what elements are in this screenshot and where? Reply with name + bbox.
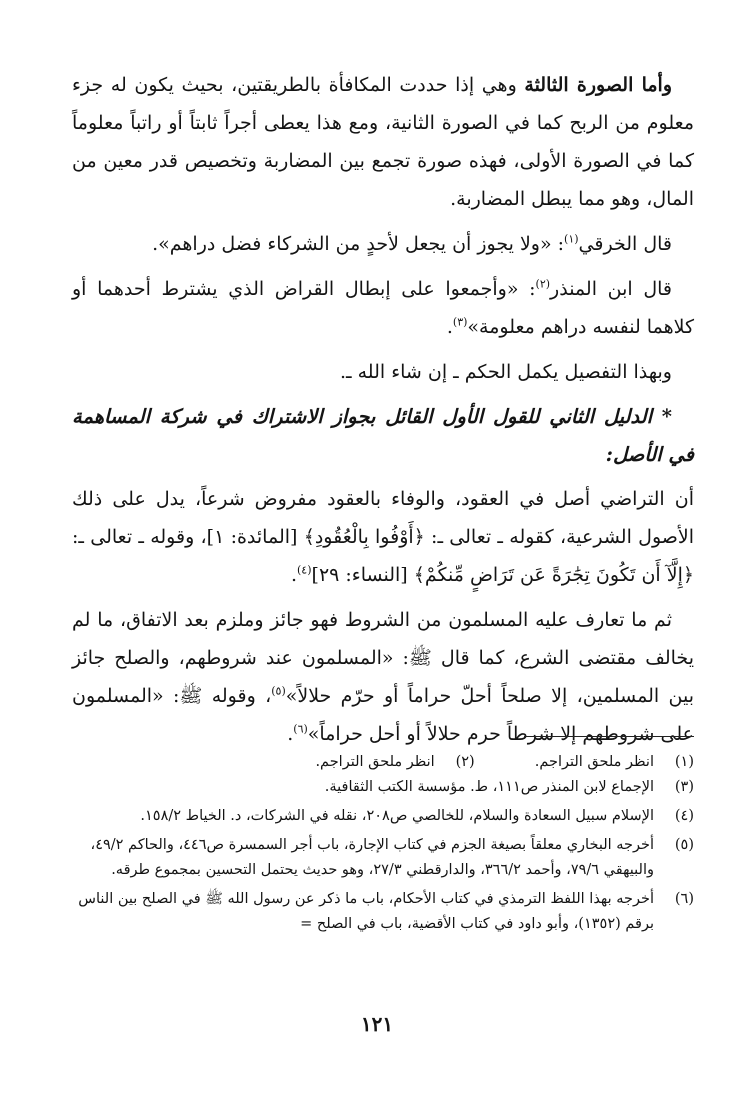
footnote-text: الإسلام سبيل السعادة والسلام، للخالصي ص٢٠٨، نقله في الشركات، د. الخياط ١٥٨/٢. xyxy=(140,808,654,824)
bold-lead: وأما الصورة الثالثة xyxy=(524,74,672,96)
footnote-text: أخرجه البخاري معلقاً بصيغة الجزم في كتاب الإجارة، باب أجر السمسرة ص٤٤٦، والحاكم ٤٩/٢، والبيهقي ٧٩/٦، وأحمد ٣٦٦/٢، والدارقطني ٢٧/٣، وهو حديث يحتمل التحسين بمجموع طرقه. xyxy=(90,837,654,878)
footnote-ref[interactable]: (٣) xyxy=(452,315,468,329)
footnote-2 xyxy=(315,750,474,775)
punctuation: . xyxy=(287,723,294,745)
footnote-6 xyxy=(72,887,694,937)
footnote-number: (٥) xyxy=(674,837,694,853)
paragraph-2 xyxy=(72,225,694,263)
footnote-text: انظر ملحق التراجم. xyxy=(534,754,654,770)
footnote-separator xyxy=(524,736,694,737)
footnote-ref[interactable]: (٦) xyxy=(293,722,308,736)
footnote-number: (٣) xyxy=(674,779,694,795)
footnote-number: (٢) xyxy=(455,754,475,770)
punctuation: . xyxy=(290,564,297,586)
paragraph-4: وبهذا التفصيل يكمل الحكم ـ إن شاء الله ـ. xyxy=(339,361,672,383)
paragraph-1 xyxy=(72,66,694,218)
paragraph-text: وهي إذا حددت المكافأة بالطريقتين، بحيث يكون له جزء معلوم من الربح كما في الصورة الثانية، ومع هذا يعطى أجراً ثابتاً أو راتباً معلوماً كما في الصورة الأولى، فهذه صورة تجمع بين المضاربة وتخصيص قدر معين من المال، وهو مما يبطل المضاربة. xyxy=(72,74,694,210)
paragraph-text: أن التراضي أصل في العقود، والوفاء بالعقود مفروض شرعاً، يدل على ذلك الأصول الشرعية، كقوله ـ تعالى ـ: ﴿أَوْفُوا بِالْعُقُودِ﴾ [المائدة: ١]، وقوله ـ تعالى ـ: ﴿إِلَّآ أَن تَكُونَ تِجَٰرَةً عَن تَرَاضٍ مِّنكُمْ﴾ [النساء: ٢٩] xyxy=(72,488,695,586)
footnote-number: (٦) xyxy=(674,891,694,907)
footnote-3 xyxy=(72,775,694,800)
paragraph-text: ثم ما تعارف عليه المسلمون من الشروط فهو جائز وملزم بعد الاتفاق، ما لم يخالف مقتضى الشرع، كما قال ﷺ: «المسلمون عند شروطهم، والصلح جائز بين المسلمين، إلا صلحاً أحلّ حراماً أو حرّم حلالاً» xyxy=(72,609,694,707)
page-number: ١٢١ xyxy=(360,1012,394,1036)
footnote-ref[interactable]: (٤) xyxy=(297,563,312,577)
paragraph-text: قال الخرقي xyxy=(578,233,672,255)
paragraph-text: قال ابن المنذر xyxy=(550,278,672,300)
footnote-number: (٤) xyxy=(674,808,694,824)
footnote-ref[interactable]: (٢) xyxy=(535,277,551,291)
footnote-number: (١) xyxy=(674,754,694,770)
footnote-ref[interactable]: (١) xyxy=(564,232,579,246)
quote-text: ، وقوله ﷺ: «المسلمون على شروطهم إلا شرطاً حرم حلالاً أو أحل حراماً» xyxy=(72,685,694,745)
footnote-5 xyxy=(72,833,694,883)
section-heading: * الدليل الثاني للقول الأول القائل بجواز الاشتراك في شركة المساهمة في الأصل: xyxy=(72,405,694,466)
footnote-ref[interactable]: (٥) xyxy=(271,684,286,698)
footnote-row xyxy=(72,750,694,775)
footnote-4 xyxy=(72,804,694,829)
footnote-1 xyxy=(535,750,694,775)
paragraph-3 xyxy=(72,270,694,346)
main-text xyxy=(72,66,694,760)
footnote-text: الإجماع لابن المنذر ص١١١، ط. مؤسسة الكتب الثقافية. xyxy=(324,779,654,795)
quote-text: : «ولا يجوز أن يجعل لأحدٍ من الشركاء فضل دراهم». xyxy=(152,233,565,255)
footnote-text: انظر ملحق التراجم. xyxy=(315,754,435,770)
paragraph-5 xyxy=(72,480,694,594)
footnote-text: أخرجه بهذا اللفظ الترمذي في كتاب الأحكام، باب ما ذكر عن رسول الله ﷺ في الصلح بين الناس برقم (١٣٥٢)، وأبو داود في كتاب الأقضية، باب في الصلح = xyxy=(78,891,654,932)
footnotes xyxy=(72,750,694,941)
quote-text: : «وأجمعوا على إبطال القراض الذي يشترط أحدهما أو كلاهما لنفسه دراهم معلومة» xyxy=(72,278,694,338)
punctuation: . xyxy=(446,316,453,338)
paragraph-6 xyxy=(72,601,694,753)
